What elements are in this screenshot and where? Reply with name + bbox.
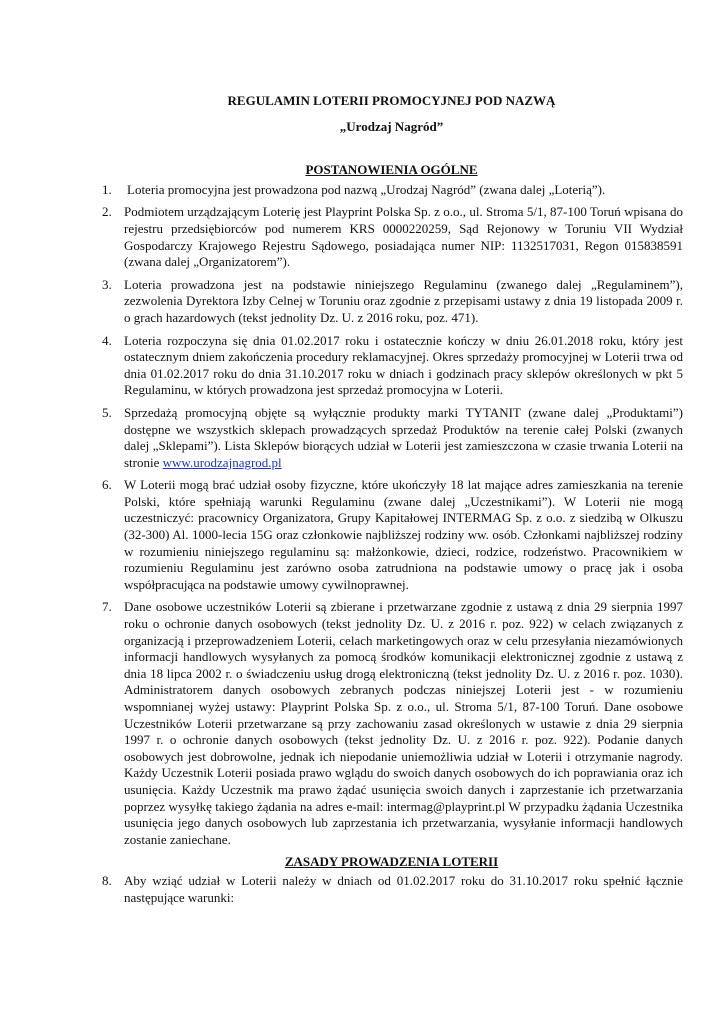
- list-item: 6. W Loterii mogą brać udział osoby fizyczne, które ukończyły 18 lat mające adres zamieszkania na terenie Polski, które spełniają warunki Regulaminu (zwane dalej „Uczestnikami”). W Loterii nie mogą uczestniczyć: pracownicy Organizatora, Grupy Kapitałowej INTERMAG Sp. z o.o. z siedzibą w Olkuszu (32-300) Al. 1000-lecia 15G oraz członkowie najbliższej rodziny ww. osób. Członkami najbliższej rodziny w rozumieniu niniejszego regulaminu są: małżonkowie, dzieci, rodzice, rodzeństwo. Pracownikiem w rozumieniu Regulaminu jest zarówno osoba zatrudniona na podstawie umowy o pracę jak i osoba współpracująca na podstawie umowy cywilnoprawnej.: [102, 477, 683, 592]
- section-heading-rules: ZASADY PROWADZENIA LOTERII: [284, 854, 499, 870]
- item-text: W Loterii mogą brać udział osoby fizyczne, które ukończyły 18 lat mające adres zamieszkania na terenie Polski, które spełniają warunki Regulaminu (zwane dalej „Uczestnikami”). W Loterii nie mogą uczestniczyć: pracownicy Organizatora, Grupy Kapitałowej INTERMAG Sp. z o.o. z siedzibą w Olkuszu (32-300) Al. 1000-lecia 15G oraz członkowie najbliższej rodziny ww. osób. Członkami najbliższej rodziny w rozumieniu niniejszego regulaminu są: małżonkowie, dzieci, rodzice, rodzeństwo. Pracownikiem w rozumieniu Regulaminu jest zarówno osoba zatrudniona na podstawie umowy o pracę jak i osoba współpracująca na podstawie umowy cywilnoprawnej.: [124, 477, 683, 592]
- list-item: 8. Aby wziąć udział w Loterii należy w dniach od 01.02.2017 roku do 31.10.2017 roku spełnić łącznie następujące warunki:: [102, 872, 683, 905]
- general-provisions-list: [86, 182, 683, 849]
- item-text: Podmiotem urządzającym Loterię jest Playprint Polska Sp. z o.o., ul. Stroma 5/1, 87-100 Toruń wpisana do rejestru przedsiębiorców pod numerem KRS 0000220259, Sąd Rejonowy w Toruniu VII Wydział Gospodarczy Krajowego Rejestru Sądowego, posiadająca numer NIP: 1132517031, Regon 015838591 (zwana dalej „Organizatorem”).: [124, 204, 683, 270]
- list-item: 1. Loteria promocyjna jest prowadzona pod nazwą „Urodzaj Nagród” (zwana dalej „Loterią”).: [102, 181, 606, 197]
- item-text: Dane osobowe uczestników Loterii są zbierane i przetwarzane zgodnie z ustawą z dnia 29 sierpnia 1997 roku o ochronie danych osobowych (tekst jednolity Dz. U. z 2016 r. poz. 922) w celach związanych z organizacją i przeprowadzeniem Loterii, celach marketingowych oraz w celu przesyłania niezamówionych informacji handlowych wysyłanych za pomocą środków komunikacji elektronicznej zgodnie z ustawą z dnia 18 lipca 2002 r. o świadczeniu usług drogą elektroniczną (tekst jednolity Dz. U. z 2016 r. poz. 1030). Administratorem danych osobowych zebranych podczas niniejszej Loterii jest - w rozumieniu wspomnianej wyżej ustawy: Playprint Polska Sp. z o.o., ul. Stroma 5/1, 87-100 Toruń. Dane osobowe Uczestników Loterii przetwarzane są przy zachowaniu zasad określonych w ustawie z dnia 29 sierpnia 1997 r. o ochronie danych osobowych (tekst jednolity Dz. U. z 2016 r. poz. 922). Podanie danych osobowych jest dobrowolne, jednak ich niepodanie uniemożliwia udział w Loterii i otrzymanie nagrody. Każdy Uczestnik Loterii posiada prawo wglądu do swoich danych osobowych do ich poprawiania oraz ich usunięcia. Każdy Uczestnik ma prawo żądać usunięcia swoich danych i zaprzestanie ich przetwarzania poprzez wysyłkę takiego żądania na adres e-mail: intermag@playprint.pl W przypadku żądania Uczestnika usunięcia jego danych osobowych lub zaprzestania ich przetwarzania, wysyłanie informacji handlowych zostanie zaniechane.: [124, 599, 683, 847]
- item-text: Loteria promocyjna jest prowadzona pod nazwą „Urodzaj Nagród” (zwana dalej „Loterią”).: [127, 181, 606, 197]
- document-subtitle: „Urodzaj Nagród”: [339, 118, 444, 134]
- list-item: 2. Podmiotem urządzającym Loterię jest Playprint Polska Sp. z o.o., ul. Stroma 5/1, 87-100 Toruń wpisana do rejestru przedsiębiorców pod numerem KRS 0000220259, Sąd Rejonowy w Toruniu VII Wydział Gospodarczy Krajowego Rejestru Sądowego, posiadająca numer NIP: 1132517031, Regon 015838591 (zwana dalej „Organizatorem”).: [102, 204, 683, 270]
- lottery-rules-list: [86, 873, 683, 906]
- section-heading-general: POSTANOWIENIA OGÓLNE: [305, 162, 478, 178]
- list-item: 3. Loteria prowadzona jest na podstawie niniejszego Regulaminu (zwanego dalej „Regulaminem”), zezwolenia Dyrektora Izby Celnej w Toruniu oraz zgodnie z przepisami ustawy z dnia 19 listopada 2009 r. o grach hazardowych (tekst jednolity Dz. U. z 2016 roku, poz. 471).: [102, 276, 683, 325]
- list-item: 4. Loteria rozpoczyna się dnia 01.02.2017 roku i ostatecznie kończy w dniu 26.01.2018 roku, który jest ostatecznym dniem zakończenia procedury reklamacyjnej. Okres sprzedaży promocyjnej w Loterii trwa od dnia 01.02.2017 roku do dnia 31.10.2017 roku w dniach i godzinach pracy sklepów określonych w pkt 5 Regulaminu, w których prowadzona jest sprzedaż promocyjna w Loterii.: [102, 332, 683, 398]
- list-item: 5. Sprzedażą promocyjną objęte są wyłącznie produkty marki TYTANIT (zwane dalej „Produktami”) dostępne we wszystkich sklepach prowadzących sprzedaż Produktów na terenie całej Polski (zwanych dalej „Sklepami”). Lista Sklepów biorących udział w Loterii jest zamieszczona w czasie trwania Loterii na stronie www.urodzajnagrod.pl: [102, 404, 683, 470]
- document-title: REGULAMIN LOTERII PROMOCYJNEJ POD NAZWĄ: [227, 93, 556, 108]
- item-text: Loteria prowadzona jest na podstawie niniejszego Regulaminu (zwanego dalej „Regulaminem”), zezwolenia Dyrektora Izby Celnej w Toruniu oraz zgodnie z przepisami ustawy z dnia 19 listopada 2009 r. o grach hazardowych (tekst jednolity Dz. U. z 2016 roku, poz. 471).: [124, 276, 683, 325]
- item-text: Loteria rozpoczyna się dnia 01.02.2017 roku i ostatecznie kończy w dniu 26.01.2018 roku, który jest ostatecznym dniem zakończenia procedury reklamacyjnej. Okres sprzedaży promocyjnej w Loterii trwa od dnia 01.02.2017 roku do dnia 31.10.2017 roku w dniach i godzinach pracy sklepów określonych w pkt 5 Regulaminu, w których prowadzona jest sprzedaż promocyjna w Loterii.: [124, 332, 683, 398]
- item-text: Aby wziąć udział w Loterii należy w dniach od 01.02.2017 roku do 31.10.2017 roku spełnić łącznie następujące warunki:: [124, 872, 683, 905]
- item-text: Sprzedażą promocyjną objęte są wyłącznie produkty marki TYTANIT (zwane dalej „Produktami”) dostępne we wszystkich sklepach prowadzących sprzedaż Produktów na terenie całej Polski (zwanych dalej „Sklepami”). Lista Sklepów biorących udział w Loterii jest zamieszczona w czasie trwania Loterii na stronie: [124, 404, 683, 470]
- website-link[interactable]: www.urodzajnagrod.pl: [162, 454, 282, 470]
- list-item: 7. Dane osobowe uczestników Loterii są zbierane i przetwarzane zgodnie z ustawą z dnia 29 sierpnia 1997 roku o ochronie danych osobowych (tekst jednolity Dz. U. z 2016 r. poz. 922) w celach związanych z organizacją i przeprowadzeniem Loterii, celach marketingowych oraz w celu przesyłania niezamówionych informacji handlowych wysyłanych za pomocą środków komunikacji elektronicznej zgodnie z ustawą z dnia 18 lipca 2002 r. o świadczeniu usług drogą elektroniczną (tekst jednolity Dz. U. z 2016 r. poz. 1030). Administratorem danych osobowych zebranych podczas niniejszej Loterii jest - w rozumieniu wspomnianej wyżej ustawy: Playprint Polska Sp. z o.o., ul. Stroma 5/1, 87-100 Toruń. Dane osobowe Uczestników Loterii przetwarzane są przy zachowaniu zasad określonych w ustawie z dnia 29 sierpnia 1997 r. o ochronie danych osobowych (tekst jednolity Dz. U. z 2016 r. poz. 922). Podanie danych osobowych jest dobrowolne, jednak ich niepodanie uniemożliwia udział w Loterii i otrzymanie nagrody. Każdy Uczestnik Loterii posiada prawo wglądu do swoich danych osobowych do ich poprawiania oraz ich usunięcia. Każdy Uczestnik ma prawo żądać usunięcia swoich danych i zaprzestanie ich przetwarzania poprzez wysyłkę takiego żądania na adres e-mail: intermag@playprint.pl W przypadku żądania Uczestnika usunięcia jego danych osobowych lub zaprzestania ich przetwarzania, wysyłanie informacji handlowych zostanie zaniechane.: [102, 599, 683, 847]
